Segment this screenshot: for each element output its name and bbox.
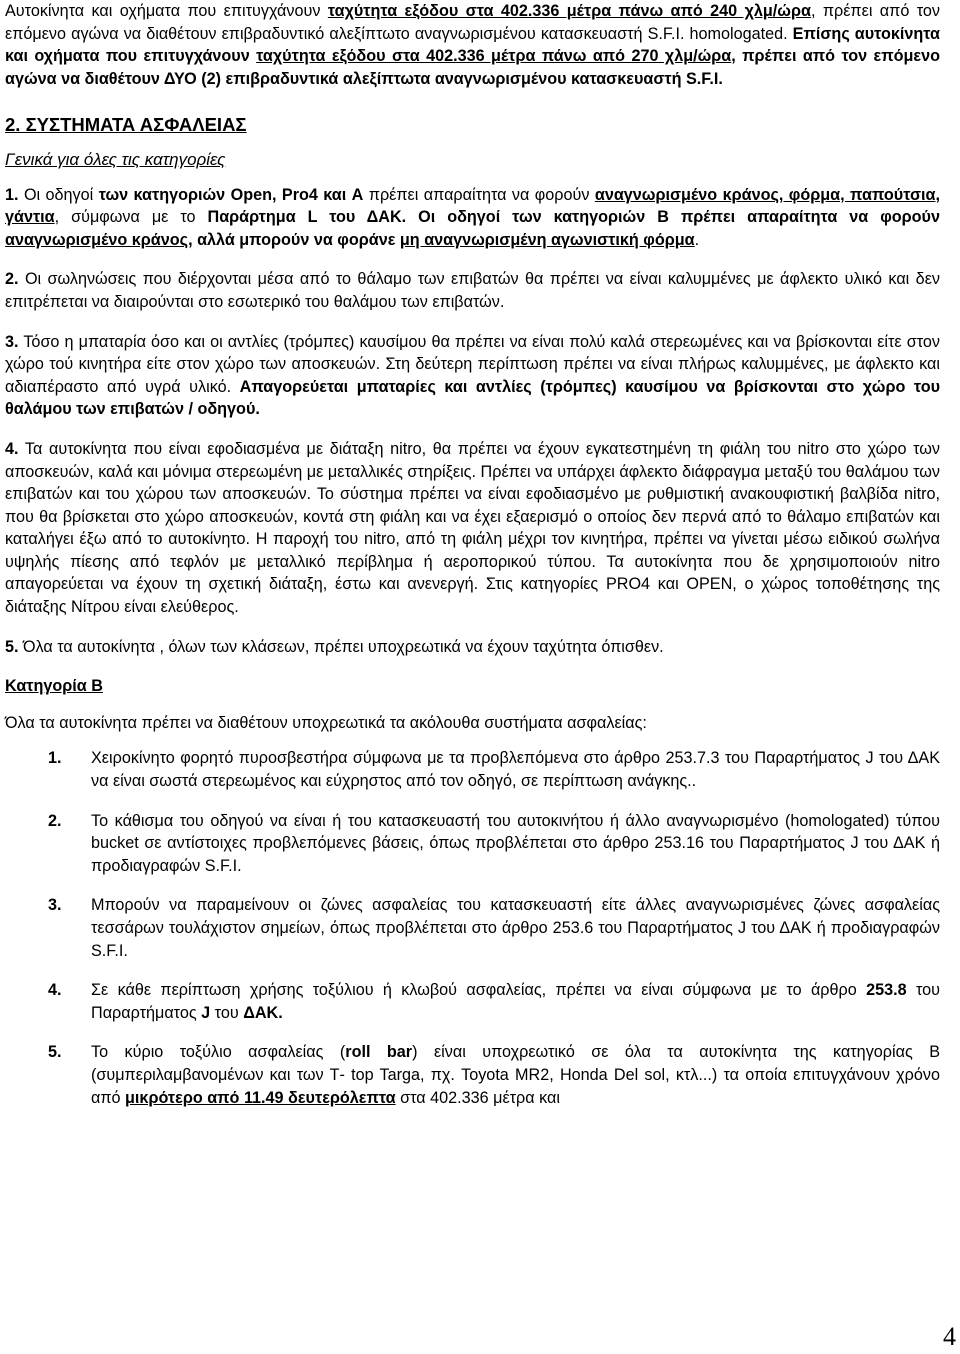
item-body — [91, 894, 940, 962]
text-run: , σύμφωνα με το — [54, 208, 208, 227]
text-run: Το κάθισμα του οδηγού να είναι ή του κατασκευαστή του αυτοκινήτου ή άλλο αναγνωρισμένο (homologated) τύπου bucket σε αντίστοιχες προβλεπόμενες βάσεις, όπως προβλέπεται στο άρθρο 253.16 του Παραρτήματος J του ΔΑΚ ή προδιαγραφών S.F.I. — [91, 811, 940, 875]
text-run: J — [201, 1003, 211, 1022]
text-run: Χειροκίνητο φορητό πυροσβεστήρα σύμφωνα με τα προβλεπόμενα στο άρθρο 253.7.3 του Παραρτήματος J του ΔΑΚ να είναι σωστά στερεωμένος και εύχρηστος από τον οδηγό, σε περίπτωση ανάγκης.. — [91, 749, 940, 791]
text-run: μη αναγνωρισμένη αγωνιστική φόρμα — [399, 230, 695, 249]
rule-number: 3. — [5, 332, 19, 351]
item-number: 3. — [48, 896, 62, 915]
section-heading: 2. ΣΥΣΤΗΜΑΤΑ ΑΣΦΑΛΕΙΑΣ — [5, 114, 247, 136]
category-b-intro: Όλα τα αυτοκίνητα πρέπει να διαθέτουν υποχρεωτικά τα ακόλουθα συστήματα ασφαλείας: — [5, 713, 647, 732]
text-run: του Παραρτήματος — [91, 981, 940, 1022]
text-run: Τόσο η μπαταρία όσο και οι αντλίες (τρόμπες) καυσίμου θα πρέπει να είναι πολύ καλά στερεωμένες και να βρίσκονται είτε στον χώρο τού κινητήρα είτε στον χώρο των αποσκευών. Στη δεύτερη περίπτωση πρέπει να είναι πλήρως καλυμμένες, με άφλεκτο και αδιαπέραστο από υγρά υλικό. — [5, 332, 940, 396]
text-run: Το κύριο τοξύλιο ασφαλείας ( — [91, 1043, 346, 1062]
rule-number: 2. — [5, 270, 19, 289]
item-body — [91, 1041, 940, 1109]
text-run: Τα αυτοκίνητα που είναι εφοδιασμένα με διάταξη nitro, θα πρέπει να έχουν εγκατεστημένη τη φιάλη του nitro στο χώρο των αποσκευών, καλά και μόνιμα στερεωμένη με μεταλλικές στηρίξεις. Πρέπει να υπάρχει άφλεκτο διάφραγμα μεταξύ του θαλάμου των επιβατών και του χώρου των αποσκευών. Το σύστημα πρέπει να είναι εφοδιασμένο με ρυθμιστική ανακουφιστική βαλβίδα nitro, που θα βρίσκεται στο χώρο αποσκευών, κοντά στη φιάλη και να έχει εξαερισμό ο οποίος δεν περνά από το θάλαμο επιβατών και καταλήγει έξω από το αυτοκίνητο. Η παροχή του nitro, από τη φιάλη μέχρι τον κινητήρα, πρέπει να γίνεται μέσω ειδικού σωλήνα υψηλής πίεσης από τεφλόν με μεταλλικό περίβλημα ή αεροπορικού τύπου. Τα αυτοκίνητα που δε χρησιμοποιούν nitro απαγορεύεται να έχουν τη σχετική διάταξη, έστω και ανενεργή. Στις κατηγορίες PRO4 και OPEN, ο χώρος τοποθέτησης της διάταξης Νίτρου είναι ελεύθερος. — [5, 439, 940, 617]
item-number: 5. — [48, 1043, 62, 1062]
item-number: 1. — [48, 749, 62, 768]
intro-speed-270: ταχύτητα εξόδου στα 402.336 μέτρα πάνω από 270 χλμ/ώρα — [256, 47, 732, 66]
text-run: Παράρτημα L του ΔΑΚ. Οι οδηγοί των κατηγοριών Β πρέπει απαραίτητα να φορούν — [207, 208, 940, 227]
text-run: Απαγορεύεται μπαταρίες και αντλίες (τρόμπες) καυσίμου να βρίσκονται στο χώρο του θαλάμου των επιβατών / οδηγού. — [5, 377, 940, 419]
intro-text-3: Επίσης αυτοκίνητα και οχήματα που επιτυγχάνουν — [5, 24, 940, 66]
text-run: των κατηγοριών Open, Pro4 και A — [98, 185, 364, 204]
text-run: μικρότερο από 11.49 δευτερόλεπτα — [125, 1088, 396, 1107]
intro-text-4: , πρέπει από τον επόμενο αγώνα να διαθέτουν ΔΥΟ (2) επιβραδυντικά αλεξίπτωτα αναγνωρισμένου κατασκευαστή S.F.I. — [5, 47, 940, 88]
item-body — [91, 747, 940, 792]
intro-speed-240: ταχύτητα εξόδου στα 402.336 μέτρα πάνω από 240 χλμ/ώρα — [327, 2, 811, 20]
item-body — [91, 810, 940, 878]
category-b-heading: Κατηγορία Β — [5, 677, 103, 696]
text-run: Οι οδηγοί — [23, 185, 99, 204]
rule-number: 5. — [5, 637, 19, 656]
general-rule — [5, 331, 940, 421]
category-b-item — [48, 979, 940, 1024]
text-run: 253.8 — [866, 981, 907, 1000]
item-number: 4. — [48, 981, 62, 1000]
intro-text-1: Αυτοκίνητα και οχήματα που επιτυγχάνουν — [5, 2, 328, 20]
text-run: στα 402.336 μέτρα και — [395, 1088, 560, 1107]
general-rule — [5, 268, 940, 313]
text-run: ) είναι υποχρεωτικό σε όλα τα αυτοκίνητα της κατηγορίας Β (συμπεριλαμβανομένων και των Τ- top Targa, πχ. Toyota MR2, Honda Del sol, κτλ...) τα οποία επιτυγχάνουν χρόνο από — [91, 1043, 940, 1107]
text-run: roll bar — [345, 1043, 413, 1062]
text-run: , αλλά μπορούν να φοράνε — [188, 230, 400, 249]
text-run: του — [210, 1003, 244, 1022]
category-b-item — [48, 747, 940, 792]
rule-number: 1. — [5, 185, 19, 204]
category-b-item — [48, 894, 940, 962]
general-rule — [5, 636, 940, 659]
text-run: Μπορούν να παραμείνουν οι ζώνες ασφαλείας του κατασκευαστή είτε άλλες αναγνωρισμένες ζώνες ασφαλείας τεσσάρων τουλάχιστον σημείων, όπως προβλέπεται στο άρθρο 253.6 του Παραρτήματος J του ΔΑΚ ή προδιαγραφών S.F.I. — [91, 896, 940, 960]
text-run: Σε κάθε περίπτωση χρήσης τοξύλιου ή κλωβού ασφαλείας, πρέπει να είναι σύμφωνα με το άρθρο — [91, 981, 867, 1000]
intro-paragraph — [5, 0, 940, 90]
text-run: . — [694, 230, 700, 249]
general-rule — [5, 438, 940, 619]
document-page — [5, 0, 940, 1126]
text-run: πρέπει απαραίτητα να φορούν — [363, 185, 595, 204]
rule-number: 4. — [5, 439, 19, 458]
item-number: 2. — [48, 811, 62, 830]
text-run: ΔΑΚ. — [243, 1003, 283, 1022]
item-body — [91, 979, 940, 1024]
category-b-list — [5, 747, 940, 1109]
section-subheading: Γενικά για όλες τις κατηγορίες — [5, 149, 226, 169]
general-rules-list — [5, 184, 940, 659]
text-run: Οι σωληνώσεις που διέρχονται μέσα από το θάλαμο των επιβατών θα πρέπει να είναι καλυμμένες με άφλεκτο υλικό και δεν επιτρέπεται να διαιρούνται στο εσωτερικό του θαλάμου των επιβατών. — [5, 270, 941, 311]
text-run: αναγνωρισμένο κράνος — [5, 230, 189, 249]
general-rule — [5, 184, 940, 252]
text-run: αναγνωρισμένο κράνος, φόρμα, παπούτσια, γάντια — [5, 185, 940, 227]
text-run: Όλα τα αυτοκίνητα , όλων των κλάσεων, πρέπει υποχρεωτικά να έχουν ταχύτητα όπισθεν. — [23, 637, 664, 656]
category-b-item — [48, 810, 940, 878]
page-number: 4 — [943, 1322, 956, 1351]
intro-text-2: , πρέπει από τον επόμενο αγώνα να διαθέτουν επιβραδυντικό αλεξίπτωτο αναγνωρισμένου κατασκευαστή S.F.I. homologated. — [5, 2, 940, 43]
category-b-item — [48, 1041, 940, 1109]
